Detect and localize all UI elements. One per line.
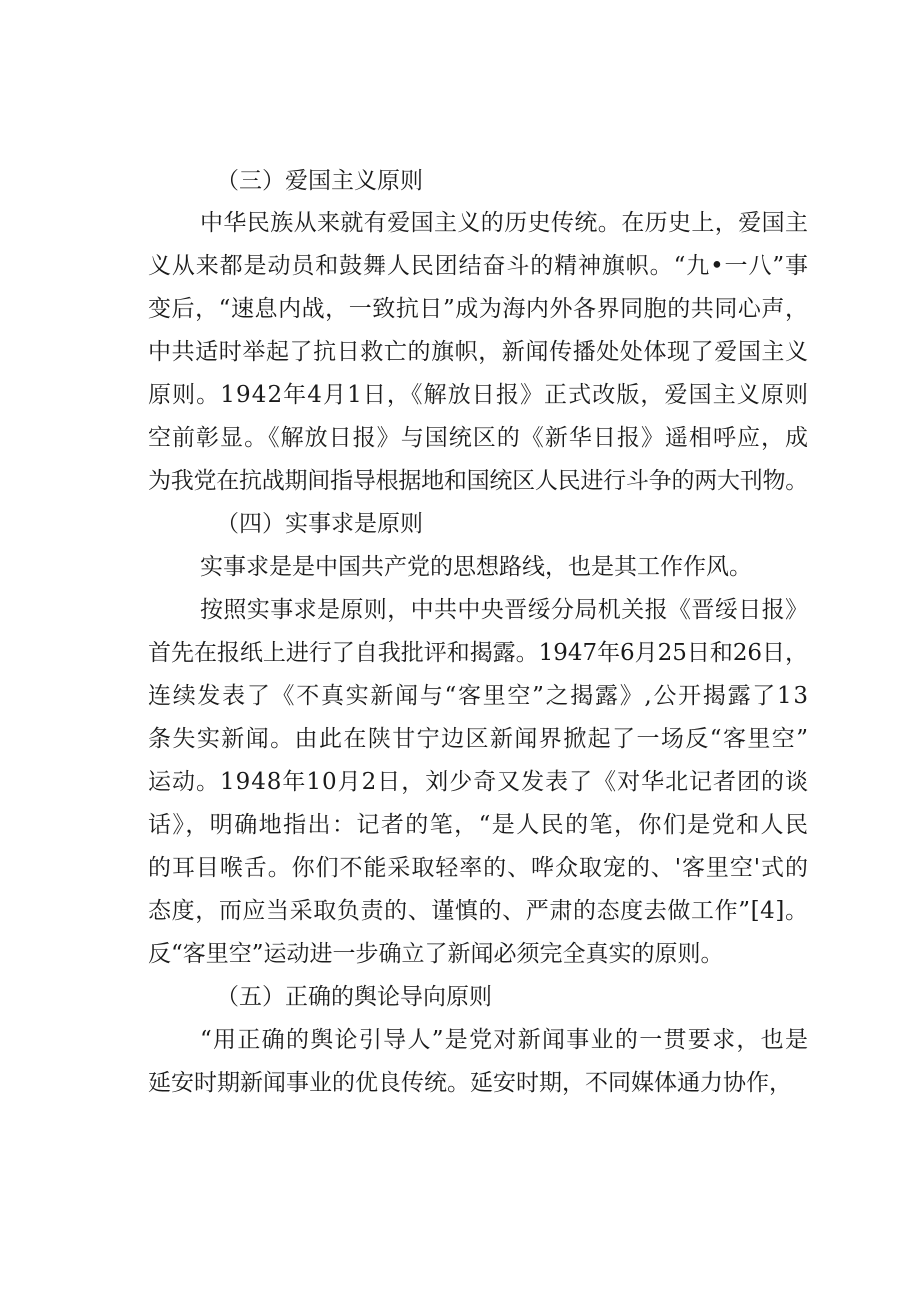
paragraph-line: 条失实新闻。由此在陕甘宁边区新闻界掀起了一场反“客里空”	[148, 726, 810, 752]
paragraph-line: 连续发表了《不真实新闻与“客里空”之揭露》,公开揭露了13	[148, 683, 810, 709]
paragraph-line: 中华民族从来就有爱国主义的历史传统。在历史上，爱国主	[200, 210, 809, 236]
paragraph-line: 反“客里空”运动进一步确立了新闻必须完全真实的原则。	[148, 941, 724, 967]
paragraph-line: 运动。1948年10月2日，刘少奇又发表了《对华北记者团的谈	[148, 769, 809, 795]
section-heading-patriotism: （三）爱国主义原则	[216, 168, 423, 194]
section-heading-public-opinion: （五）正确的舆论导向原则	[216, 984, 492, 1010]
paragraph-line: 延安时期新闻事业的优良传统。延安时期，不同媒体通力协作，	[148, 1070, 792, 1096]
paragraph-line: 原则。1942年4月1日，《解放日报》正式改版，爱国主义原则	[148, 382, 810, 408]
paragraph-line: 话》，明确地指出：记者的笔，“是人民的笔，你们是党和人民	[148, 812, 810, 838]
paragraph-line: 首先在报纸上进行了自我批评和揭露。1947年6月25日和26日，	[148, 640, 808, 666]
paragraph-line: 义从来都是动员和鼓舞人民团结奋斗的精神旗帜。“九•一八”事	[148, 253, 809, 279]
paragraph-line: 空前彰显。《解放日报》与国统区的《新华日报》遥相呼应，成	[148, 425, 810, 451]
paragraph-line: 实事求是是中国共产党的思想路线，也是其工作作风。	[200, 554, 752, 580]
paragraph-line: 变后，“速息内战，一致抗日”成为海内外各界同胞的共同心声，	[148, 296, 809, 322]
paragraph-line: 态度，而应当采取负责的、谨慎的、严肃的态度去做工作”[4]。	[148, 898, 809, 924]
paragraph-line: 为我党在抗战期间指导根据地和国统区人民进行斗争的两大刊物。	[148, 468, 808, 494]
paragraph-line: “用正确的舆论引导人”是党对新闻事业的一贯要求，也是	[200, 1027, 810, 1053]
section-heading-seeking-truth: （四）实事求是原则	[216, 511, 423, 537]
paragraph-line: 的耳目喉舌。你们不能采取轻率的、哗众取宠的、'客里空'式的	[148, 855, 809, 881]
paragraph-line: 中共适时举起了抗日救亡的旗帜，新闻传播处处体现了爱国主义	[148, 339, 809, 365]
paragraph-line: 按照实事求是原则，中共中央晋绥分局机关报《晋绥日报》	[200, 597, 809, 623]
